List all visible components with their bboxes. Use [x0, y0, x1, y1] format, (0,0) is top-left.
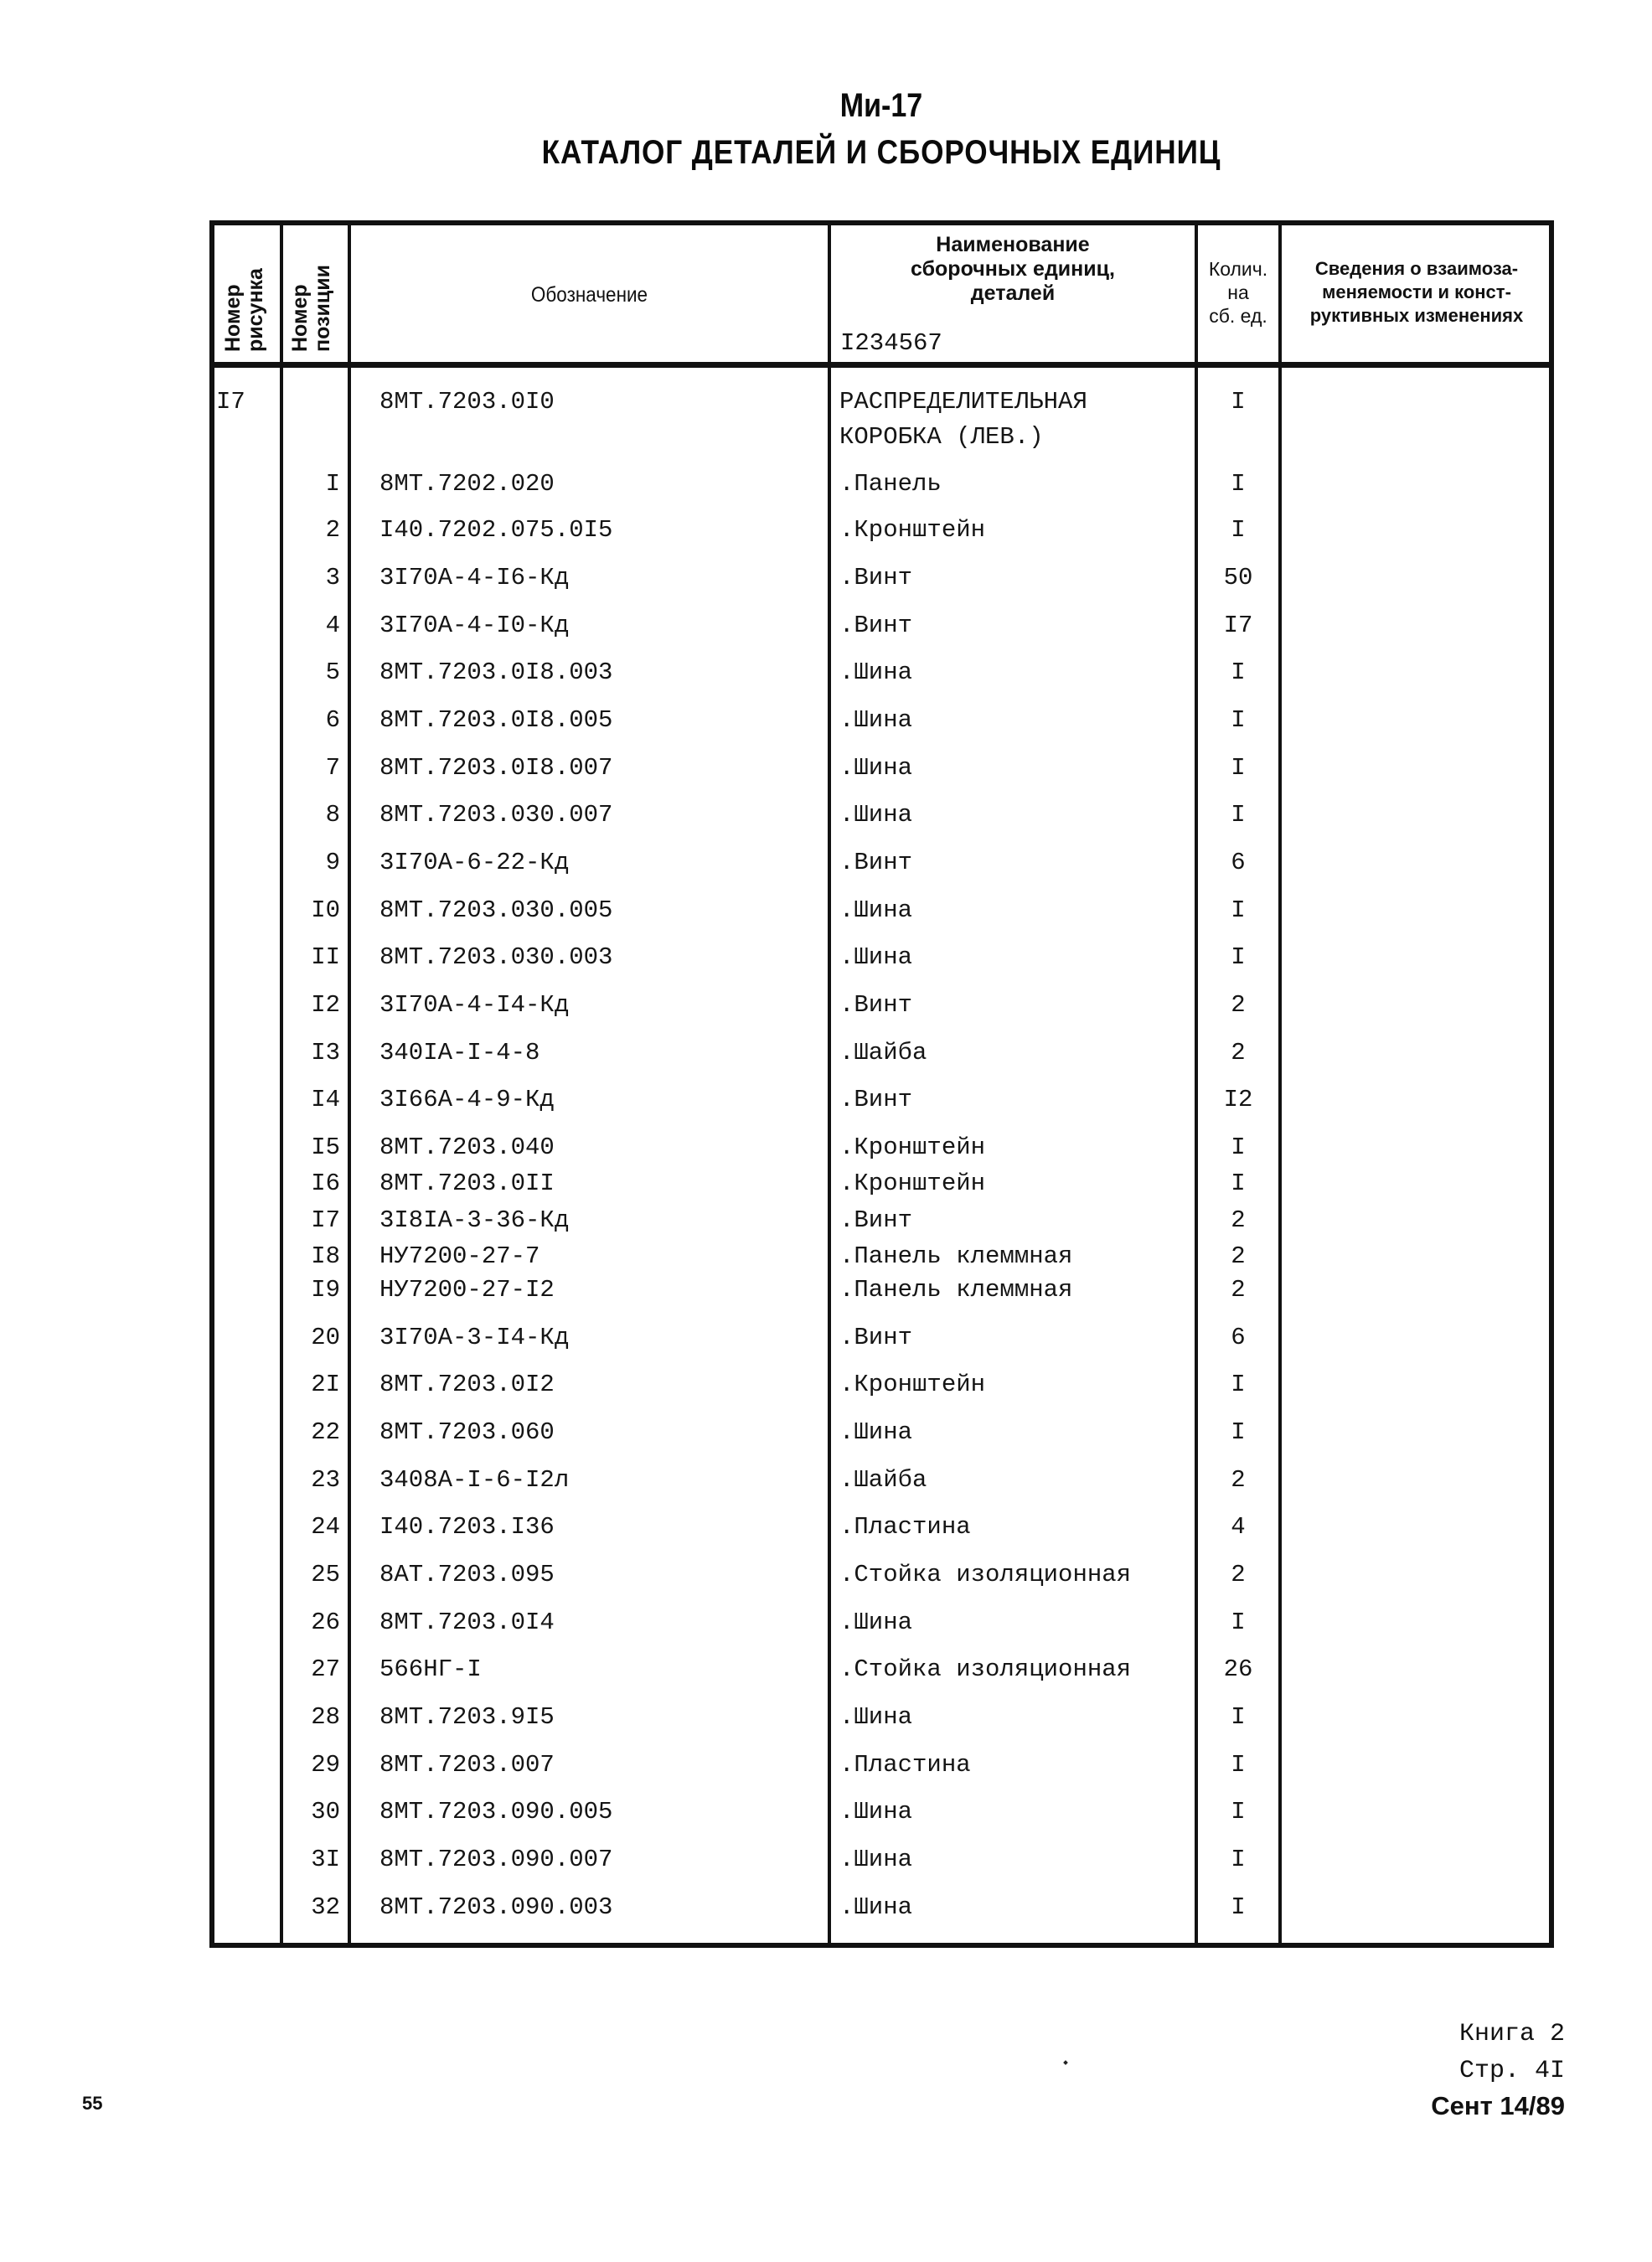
position-number-cell: 8 [325, 801, 340, 829]
designation-cell: 340IА-I-4-8 [379, 1039, 540, 1066]
quantity-cell: I [1231, 388, 1246, 416]
position-number-cell: 27 [311, 1655, 340, 1683]
table-row [209, 1086, 1554, 1114]
quantity-cell: I [1231, 1703, 1246, 1731]
table-row [209, 1703, 1554, 1732]
designation-cell: НУ7200-27-7 [379, 1242, 540, 1270]
name-cell: .Шина [839, 706, 913, 734]
header-figure-number [222, 268, 267, 352]
position-number-cell: 32 [311, 1893, 340, 1921]
name-cell-continued: КОРОБКА (ЛЕВ.) [839, 423, 1044, 451]
position-number-cell: I5 [311, 1134, 340, 1161]
designation-cell: 8МТ.7203.040 [379, 1134, 555, 1161]
sheet-number: 55 [82, 2093, 103, 2114]
table-row [209, 612, 1554, 640]
table-row [209, 1513, 1554, 1542]
header-quantity-line1: Колич. [1208, 258, 1268, 280]
name-cell: .Винт [839, 991, 913, 1019]
header-interchangeability-line2: меняемости и конст- [1322, 281, 1511, 302]
position-number-cell: I0 [311, 896, 340, 924]
designation-cell: 3I66А-4-9-Кд [379, 1086, 555, 1113]
position-number-cell: 23 [311, 1466, 340, 1494]
quantity-cell: I [1231, 1170, 1246, 1197]
quantity-cell: 2 [1231, 1039, 1246, 1066]
name-cell: .Кронштейн [839, 516, 986, 544]
designation-cell: 3I70А-4-I4-Кд [379, 991, 570, 1019]
header-designation: Обозначение [530, 283, 648, 307]
header-interchangeability-line1: Сведения о взаимоза- [1314, 258, 1519, 279]
position-number-cell: I6 [311, 1170, 340, 1197]
quantity-cell: I [1231, 1371, 1246, 1398]
table-row [209, 1798, 1554, 1826]
table-row [209, 1609, 1554, 1637]
figure-number-cell: I7 [216, 388, 245, 416]
name-cell: .Шина [839, 1798, 913, 1826]
table-row [209, 801, 1554, 829]
name-cell: .Стойка изоляционная [839, 1655, 1132, 1683]
name-cell: .Стойка изоляционная [839, 1561, 1132, 1588]
position-number-cell: 4 [325, 612, 340, 639]
name-cell: .Шина [839, 658, 913, 686]
name-cell: .Шина [839, 896, 913, 924]
name-cell: .Пластина [839, 1751, 971, 1779]
position-number-cell: 28 [311, 1703, 340, 1731]
designation-cell: 8МТ.7203.0II [379, 1170, 555, 1197]
table-row [209, 754, 1554, 782]
position-number-cell: 22 [311, 1418, 340, 1446]
table-row [209, 1206, 1554, 1235]
name-cell: .Панель клеммная [839, 1276, 1073, 1304]
quantity-cell: 2 [1231, 991, 1246, 1019]
position-number-cell: 7 [325, 754, 340, 782]
table-row [209, 1170, 1554, 1198]
designation-cell: 3I70А-3-I4-Кд [379, 1324, 570, 1351]
header-quantity [1198, 257, 1278, 328]
header-figure-number-line1: Номер [221, 284, 245, 352]
footer-book: Книга 2 [1458, 2020, 1565, 2048]
quantity-cell: I [1231, 1134, 1246, 1161]
name-cell: .Кронштейн [839, 1371, 986, 1398]
footer-page: Стр. 4I [1458, 2057, 1565, 2085]
header-position-number-line2: позиции [311, 265, 334, 352]
name-cell: .Шина [839, 943, 913, 971]
header-interchangeability-line3: руктивных изменениях [1309, 305, 1524, 326]
quantity-cell: I [1231, 706, 1246, 734]
name-cell: РАСПРЕДЕЛИТЕЛЬНАЯ [839, 388, 1087, 416]
position-number-cell: 3I [311, 1846, 340, 1873]
name-cell: .Винт [839, 1086, 913, 1113]
position-number-cell: 3 [325, 564, 340, 591]
position-number-cell: I4 [311, 1086, 340, 1113]
position-number-cell: I7 [311, 1206, 340, 1234]
designation-cell: 8МТ.7203.007 [379, 1751, 555, 1779]
name-cell: .Винт [839, 564, 913, 591]
quantity-cell: I [1231, 658, 1246, 686]
position-number-cell: I8 [311, 1242, 340, 1270]
quantity-cell: 50 [1223, 564, 1253, 591]
header-position-number [289, 265, 334, 352]
quantity-cell: 6 [1231, 849, 1246, 876]
quantity-cell: 2 [1231, 1466, 1246, 1494]
quantity-cell: I [1231, 1798, 1246, 1826]
table-row [209, 1324, 1554, 1352]
quantity-cell: I [1231, 1893, 1246, 1921]
designation-cell: 8МТ.7202.020 [379, 470, 555, 498]
table-row [209, 516, 1554, 545]
table-row [209, 1561, 1554, 1589]
table-row [209, 1846, 1554, 1874]
table-row [209, 1893, 1554, 1922]
table-row [209, 943, 1554, 972]
name-cell: .Панель клеммная [839, 1242, 1073, 1270]
table-row [209, 564, 1554, 592]
designation-cell: 566НГ-I [379, 1655, 482, 1683]
position-number-cell: 20 [311, 1324, 340, 1351]
designation-cell: 8МТ.7203.0I8.005 [379, 706, 613, 734]
name-cell: .Шина [839, 1703, 913, 1731]
quantity-cell: I [1231, 754, 1246, 782]
table-row [209, 1751, 1554, 1779]
position-number-cell: II [311, 943, 340, 971]
name-cell: .Винт [839, 849, 913, 876]
position-number-cell: 5 [325, 658, 340, 686]
name-cell: .Шина [839, 801, 913, 829]
designation-cell: 3I70А-4-I0-Кд [379, 612, 570, 639]
name-cell: .Винт [839, 1324, 913, 1351]
position-number-cell: I2 [311, 991, 340, 1019]
table-row [209, 1418, 1554, 1447]
table-row [209, 1134, 1554, 1162]
table-row [209, 849, 1554, 877]
name-cell: .Шина [839, 1418, 913, 1446]
quantity-cell: 4 [1231, 1513, 1246, 1541]
quantity-cell: I [1231, 1846, 1246, 1873]
header-name-line1: Наименование [936, 233, 1090, 256]
header-name [831, 233, 1195, 306]
table-row [209, 658, 1554, 687]
designation-cell: 8МТ.7203.090.003 [379, 1893, 613, 1921]
position-number-cell: 30 [311, 1798, 340, 1826]
name-cell: .Пластина [839, 1513, 971, 1541]
designation-cell: 8МТ.7203.0I8.007 [379, 754, 613, 782]
designation-cell: 3408А-I-6-I2л [379, 1466, 570, 1494]
position-number-cell: 2 [325, 516, 340, 544]
name-cell: .Кронштейн [839, 1170, 986, 1197]
table-row [209, 1466, 1554, 1495]
designation-cell: 8АТ.7203.095 [379, 1561, 555, 1588]
table-row [209, 1039, 1554, 1067]
quantity-cell: I7 [1223, 612, 1253, 639]
footer-date: Сент 14/89 [1431, 2091, 1565, 2120]
position-number-cell: 2I [311, 1371, 340, 1398]
name-cell: .Кронштейн [839, 1134, 986, 1161]
quantity-cell: 2 [1231, 1242, 1246, 1270]
designation-cell: 8МТ.7203.0I0 [379, 388, 555, 416]
position-number-cell: 26 [311, 1609, 340, 1636]
table-row [209, 896, 1554, 925]
header-name-line3: деталей [970, 281, 1056, 305]
quantity-cell: I [1231, 801, 1246, 829]
position-number-cell: 25 [311, 1561, 340, 1588]
quantity-cell: I [1231, 516, 1246, 544]
header-divider [209, 362, 1554, 368]
designation-cell: 8МТ.7203.030.005 [379, 896, 613, 924]
table-row [209, 470, 1554, 498]
table-row [209, 1242, 1554, 1271]
designation-cell: 8МТ.7203.060 [379, 1418, 555, 1446]
table-row [209, 991, 1554, 1020]
name-cell: .Панель [839, 470, 942, 498]
designation-cell: I40.7202.075.0I5 [379, 516, 613, 544]
designation-cell: 8МТ.7203.9I5 [379, 1703, 555, 1731]
name-cell: .Шина [839, 1846, 913, 1873]
table-row [209, 1371, 1554, 1399]
quantity-cell: I [1231, 1609, 1246, 1636]
designation-cell: 8МТ.7203.030.003 [379, 943, 613, 971]
designation-cell: 3I70А-6-22-Кд [379, 849, 570, 876]
designation-cell: I40.7203.I36 [379, 1513, 555, 1541]
designation-cell: 8МТ.7203.0I2 [379, 1371, 555, 1398]
table-row [209, 388, 1554, 451]
quantity-cell: 26 [1223, 1655, 1253, 1683]
quantity-cell: I [1231, 470, 1246, 498]
aircraft-model-title: Ми-17 [839, 87, 923, 124]
designation-cell: 8МТ.7203.090.007 [379, 1846, 613, 1873]
designation-cell: 8МТ.7203.0I8.003 [379, 658, 613, 686]
position-number-cell: 9 [325, 849, 340, 876]
quantity-cell: I [1231, 1418, 1246, 1446]
quantity-cell: I [1231, 1751, 1246, 1779]
quantity-cell: 2 [1231, 1276, 1246, 1304]
table-row [209, 706, 1554, 735]
quantity-cell: 6 [1231, 1324, 1246, 1351]
header-interchangeability [1282, 257, 1551, 328]
name-cell: .Шина [839, 1609, 913, 1636]
position-number-cell: I9 [311, 1276, 340, 1304]
name-cell: .Шайба [839, 1039, 927, 1066]
header-position-number-line1: Номер [288, 284, 312, 352]
position-number-cell: I [325, 470, 340, 498]
header-figure-number-line2: рисунка [244, 268, 267, 352]
designation-cell: НУ7200-27-I2 [379, 1276, 555, 1304]
position-number-cell: 6 [325, 706, 340, 734]
name-cell: .Винт [839, 1206, 913, 1234]
designation-cell: 3I70А-4-I6-Кд [379, 564, 570, 591]
position-number-cell: I3 [311, 1039, 340, 1066]
name-cell: .Винт [839, 612, 913, 639]
name-cell: .Шина [839, 1893, 913, 1921]
header-quantity-line3: сб. ед. [1209, 305, 1267, 327]
quantity-cell: I [1231, 896, 1246, 924]
name-cell: .Шайба [839, 1466, 927, 1494]
header-quantity-line2: на [1227, 281, 1249, 303]
table-row [209, 1655, 1554, 1684]
designation-cell: 8МТ.7203.030.007 [379, 801, 613, 829]
quantity-cell: I2 [1223, 1086, 1253, 1113]
header-name-indent-scale: I234567 [840, 329, 942, 357]
designation-cell: 3I8IА-3-36-Кд [379, 1206, 570, 1234]
position-number-cell: 24 [311, 1513, 340, 1541]
quantity-cell: I [1231, 943, 1246, 971]
scan-speck [1063, 2060, 1068, 2065]
header-name-line2: сборочных единиц, [911, 257, 1115, 281]
table-row [209, 1276, 1554, 1304]
quantity-cell: 2 [1231, 1561, 1246, 1588]
catalog-title: КАТАЛОГ ДЕТАЛЕЙ И СБОРОЧНЫХ ЕДИНИЦ [541, 134, 1221, 171]
designation-cell: 8МТ.7203.0I4 [379, 1609, 555, 1636]
designation-cell: 8МТ.7203.090.005 [379, 1798, 613, 1826]
name-cell: .Шина [839, 754, 913, 782]
position-number-cell: 29 [311, 1751, 340, 1779]
quantity-cell: 2 [1231, 1206, 1246, 1234]
